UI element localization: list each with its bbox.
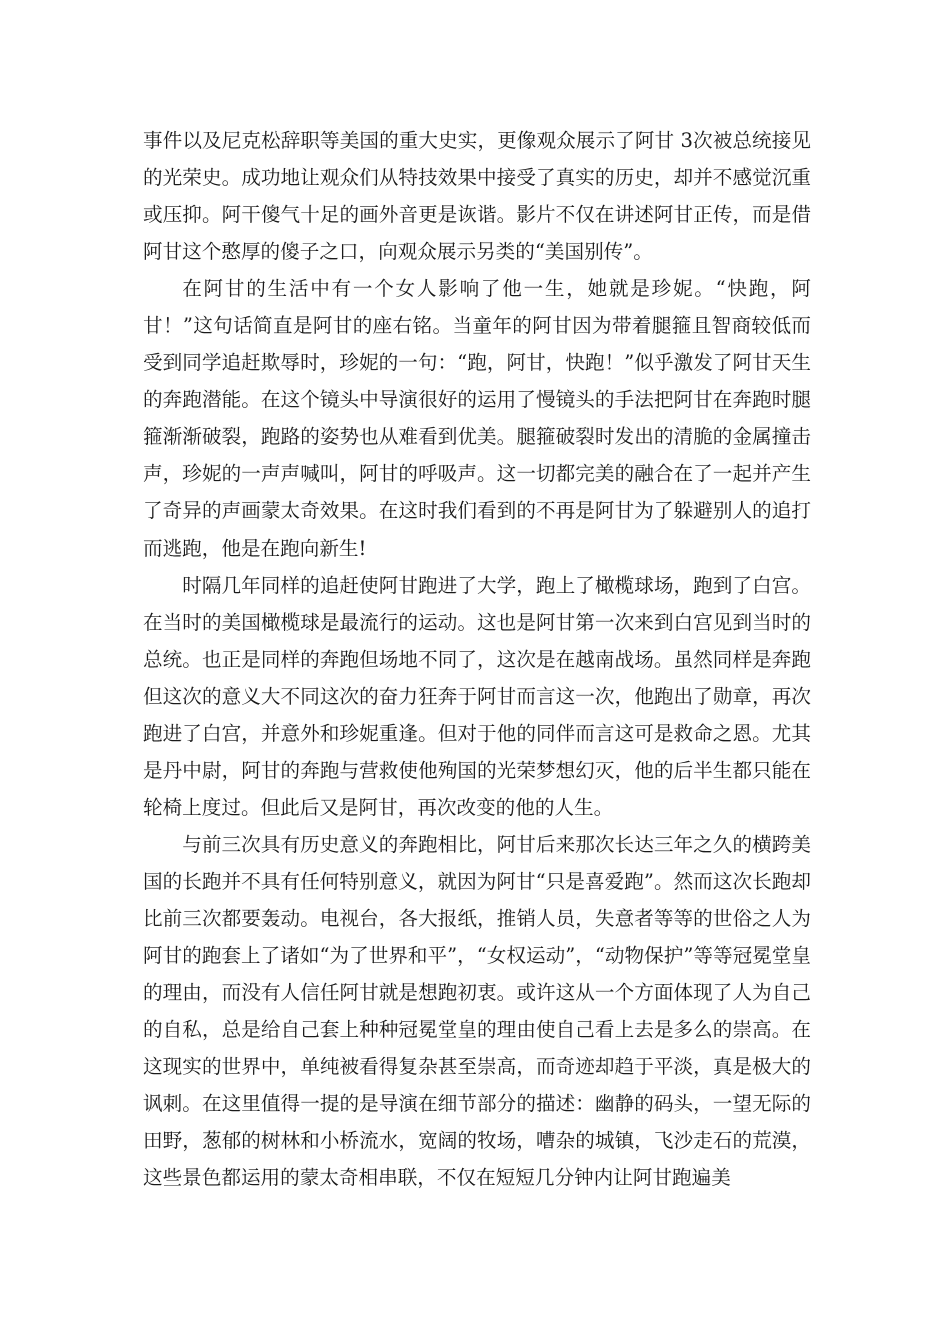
paragraph-2: 在阿甘的生活中有一个女人影响了他一生，她就是珍妮。“快跑，阿甘！”这句话简直是阿甘的座右铭。当童年的阿甘因为带着腿箍且智商较低而受到同学追赶欺辱时，珍妮的一句：“跑，阿甘，快跑！”似乎激发了阿甘天生的奔跑潜能。在这个镜头中导演很好的运用了慢镜头的手法把阿甘在奔跑时腿箍渐渐破裂，跑路的姿势也从难看到优美。腿箍破裂时发出的清脆的金属撞击声，珍妮的一声声喊叫，阿甘的呼吸声。这一切都完美的融合在了一起并产生了奇异的声画蒙太奇效果。在这时我们看到的不再是阿甘为了躲避别人的追打而逃跑，他是在跑向新生!: [143, 277, 811, 560]
paragraph-4: 与前三次具有历史意义的奔跑相比，阿甘后来那次长达三年之久的横跨美国的长跑并不具有任何特别意义，就因为阿甘“只是喜爱跑”。然而这次长跑却比前三次都要轰动。电视台，各大报纸，推销人员，失意者等等的世俗之人为阿甘的跑套上了诸如“为了世界和平”，“女权运动”，“动物保护”等等冠冕堂皇的理由，而没有人信任阿甘就是想跑初衷。或许这从一个方面体现了人为自己的自私，总是给自己套上种种冠冕堂皇的理由使自己看上去是多么的崇高。在这现实的世界中，单纯被看得复杂甚至崇高，而奇迹却趋于平淡，真是极大的讽刺。在这里值得一提的是导演在细节部分的描述：幽静的码头，一望无际的田野，葱郁的树林和小桥流水，宽阔的牧场，嘈杂的城镇，飞沙走石的荒漠，这些景色都运用的蒙太奇相串联，不仅在短短几分钟内让阿甘跑遍美: [143, 832, 811, 1190]
document-body: [143, 122, 811, 1196]
paragraph-3: 时隔几年同样的追赶使阿甘跑进了大学，跑上了橄榄球场，跑到了白宫。在当时的美国橄榄球是最流行的运动。这也是阿甘第一次来到白宫见到当时的总统。也正是同样的奔跑但场地不同了，这次是在越南战场。虽然同样是奔跑但这次的意义大不同这次的奋力狂奔于阿甘而言这一次，他跑出了勋章，再次跑进了白宫，并意外和珍妮重逢。但对于他的同伴而言这可是救命之恩。尤其是丹中尉，阿甘的奔跑与营救使他殉国的光荣梦想幻灭，他的后半生都只能在轮椅上度过。但此后又是阿甘，再次改变的他的人生。: [143, 573, 811, 819]
paragraph-1: 事件以及尼克松辞职等美国的重大史实，更像观众展示了阿甘 3次被总统接见的光荣史。成功地让观众们从特技效果中接受了真实的历史，却并不感觉沉重或压抑。阿干傻气十足的画外音更是诙谐。影片不仅在讲述阿甘正传，而是借阿甘这个憨厚的傻子之口，向观众展示另类的“美国别传”。: [143, 129, 811, 264]
